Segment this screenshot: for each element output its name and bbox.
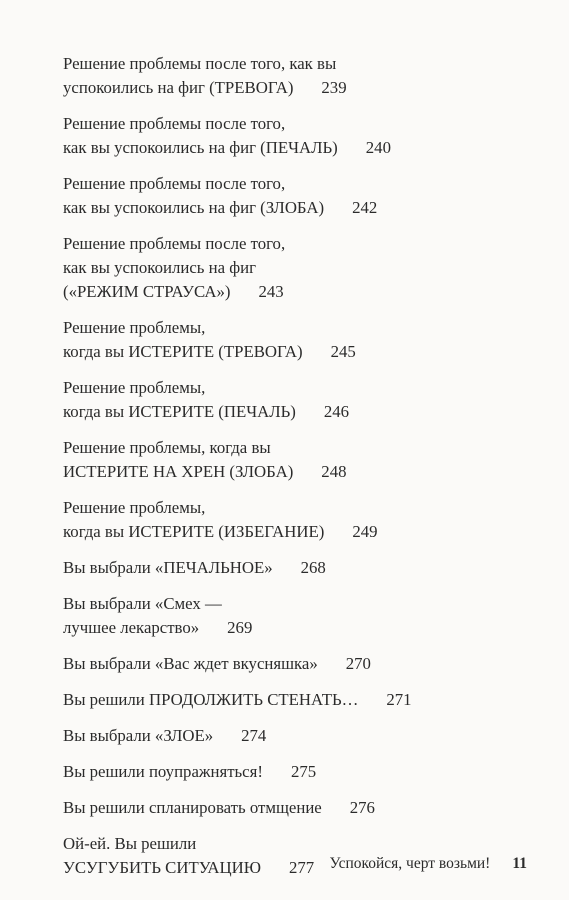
- toc-entry-line: [63, 376, 523, 400]
- toc-entry-line: [63, 400, 523, 424]
- toc-entry-title: Решение проблемы после того, как вы: [63, 54, 337, 73]
- toc-entry-line: [63, 136, 523, 160]
- toc-entry: [63, 52, 523, 100]
- toc-entry-line: [63, 316, 523, 340]
- running-title: Успокойся, черт возьми!: [329, 855, 491, 872]
- toc-entry-line: [63, 172, 523, 196]
- toc-entry: [63, 376, 523, 424]
- toc-entry-title: как вы успокоились на фиг (ПЕЧАЛЬ): [63, 138, 338, 157]
- toc-entry: [63, 496, 523, 544]
- toc-entry-line: [63, 76, 523, 100]
- toc-entry-title: УСУГУБИТЬ СИТУАЦИЮ: [63, 858, 261, 877]
- toc-page-number: 276: [349, 798, 375, 817]
- toc-entry: [63, 592, 523, 640]
- toc-page-number: 245: [330, 342, 356, 361]
- toc-entry: [63, 172, 523, 220]
- toc-page-number: 277: [289, 858, 315, 877]
- toc-entry-line: [63, 796, 523, 820]
- page-footer: [329, 855, 527, 873]
- toc-entry-line: [63, 724, 523, 748]
- toc-entry-line: [63, 340, 523, 364]
- toc-entry-title: Решение проблемы,: [63, 378, 206, 397]
- toc-entry-title: когда вы ИСТЕРИТЕ (ПЕЧАЛЬ): [63, 402, 296, 421]
- toc-entry: [63, 760, 523, 784]
- toc-page-number: 239: [321, 78, 347, 97]
- toc-page-number: 240: [365, 138, 391, 157]
- toc-entry-title: Решение проблемы,: [63, 498, 206, 517]
- toc-page-number: 243: [258, 282, 284, 301]
- toc-entry-title: как вы успокоились на фиг: [63, 258, 256, 277]
- toc-page-number: 269: [227, 618, 253, 637]
- toc-entry-line: [63, 232, 523, 256]
- toc-entry-title: Вы решили спланировать отмщение: [63, 798, 322, 817]
- toc-entry-title: Вы выбрали «ПЕЧАЛЬНОЕ»: [63, 558, 273, 577]
- toc-entry: [63, 724, 523, 748]
- toc-page-number: 271: [386, 690, 412, 709]
- toc-entry-line: [63, 592, 523, 616]
- toc-entry: [63, 688, 523, 712]
- toc-entry: [63, 112, 523, 160]
- toc-entry-line: [63, 760, 523, 784]
- toc-entry-title: лучшее лекарство»: [63, 618, 200, 637]
- toc-page-number: 242: [352, 198, 378, 217]
- toc-entry-title: когда вы ИСТЕРИТЕ (ИЗБЕГАНИЕ): [63, 522, 325, 541]
- toc-entry-line: [63, 520, 523, 544]
- toc-entry: [63, 796, 523, 820]
- toc-entry: [63, 652, 523, 676]
- toc-page-number: 270: [345, 654, 371, 673]
- toc-entry-line: [63, 496, 523, 520]
- toc-page-number: 268: [300, 558, 326, 577]
- table-of-contents: [63, 52, 523, 880]
- toc-page-number: 249: [352, 522, 378, 541]
- toc-entry-title: Решение проблемы после того,: [63, 114, 286, 133]
- toc-entry-title: Вы решили ПРОДОЛЖИТЬ СТЕНАТЬ…: [63, 690, 359, 709]
- toc-entry-title: («РЕЖИМ СТРАУСА»): [63, 282, 231, 301]
- toc-page-number: 246: [323, 402, 350, 421]
- toc-entry-line: [63, 832, 523, 856]
- toc-entry-line: [63, 652, 523, 676]
- toc-entry-line: [63, 556, 523, 580]
- toc-entry-line: [63, 256, 523, 280]
- page-number: 11: [512, 855, 527, 872]
- toc-entry-line: [63, 688, 523, 712]
- toc-entry-title: Вы выбрали «Смех —: [63, 594, 222, 613]
- toc-entry: [63, 556, 523, 580]
- toc-entry-line: [63, 112, 523, 136]
- toc-entry-title: успокоились на фиг (ТРЕВОГА): [63, 78, 294, 97]
- toc-entry-title: ИСТЕРИТЕ НА ХРЕН (ЗЛОБА): [63, 462, 294, 481]
- toc-entry-line: [63, 196, 523, 220]
- toc-entry-title: Решение проблемы,: [63, 318, 206, 337]
- toc-entry-title: Вы решили поупражняться!: [63, 762, 263, 781]
- toc-entry-title: Вы выбрали «ЗЛОЕ»: [63, 726, 214, 745]
- toc-page-number: 248: [321, 462, 347, 481]
- toc-entry-title: Вы выбрали «Вас ждет вкусняшка»: [63, 654, 318, 673]
- toc-entry-line: [63, 280, 523, 304]
- toc-entry-line: [63, 460, 523, 484]
- toc-entry: [63, 316, 523, 364]
- toc-entry-title: Решение проблемы после того,: [63, 234, 286, 253]
- toc-entry-title: как вы успокоились на фиг (ЗЛОБА): [63, 198, 325, 217]
- toc-entry-line: [63, 616, 523, 640]
- toc-entry: [63, 232, 523, 304]
- toc-entry-title: Решение проблемы после того,: [63, 174, 286, 193]
- toc-entry-line: [63, 52, 523, 76]
- toc-entry-title: Ой-ей. Вы решили: [63, 834, 197, 853]
- toc-entry-title: когда вы ИСТЕРИТЕ (ТРЕВОГА): [63, 342, 303, 361]
- toc-page-number: 274: [241, 726, 267, 745]
- toc-page-number: 275: [290, 762, 317, 781]
- toc-entry: [63, 436, 523, 484]
- toc-entry-title: Решение проблемы, когда вы: [63, 438, 271, 457]
- toc-entry-line: [63, 436, 523, 460]
